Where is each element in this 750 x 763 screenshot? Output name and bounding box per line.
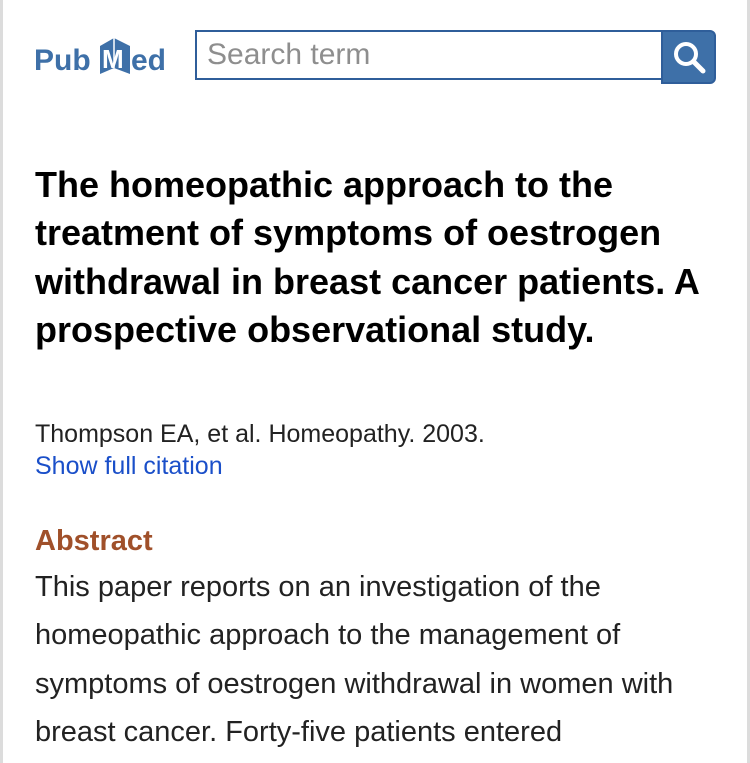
search-button[interactable] xyxy=(661,30,716,84)
citation-summary: Thompson EA, et al. Homeopathy. 2003. xyxy=(35,420,485,448)
abstract-text: This paper reports on an investigation of the homeopathic approach to the management of symptoms of oestrogen withdrawal in women with breast cancer. Forty-five patients entered xyxy=(35,571,674,749)
search-field[interactable] xyxy=(195,30,661,80)
left-border xyxy=(0,0,3,763)
pubmed-logo-graphic xyxy=(34,32,184,82)
show-full-citation-link[interactable]: Show full citation xyxy=(35,452,223,480)
header xyxy=(34,28,716,84)
svg-text:M: M xyxy=(102,44,124,74)
pubmed-logo[interactable] xyxy=(34,32,184,82)
abstract-heading: Abstract xyxy=(35,525,153,557)
search-input[interactable] xyxy=(197,32,661,78)
svg-text:ed: ed xyxy=(131,44,167,77)
svg-text:Pub: Pub xyxy=(34,44,91,77)
search-icon xyxy=(672,40,706,74)
article-title: The homeopathic approach to the treatment of symptoms of oestrogen withdrawal in breast cancer patients. A prospective observational study. xyxy=(35,164,699,351)
